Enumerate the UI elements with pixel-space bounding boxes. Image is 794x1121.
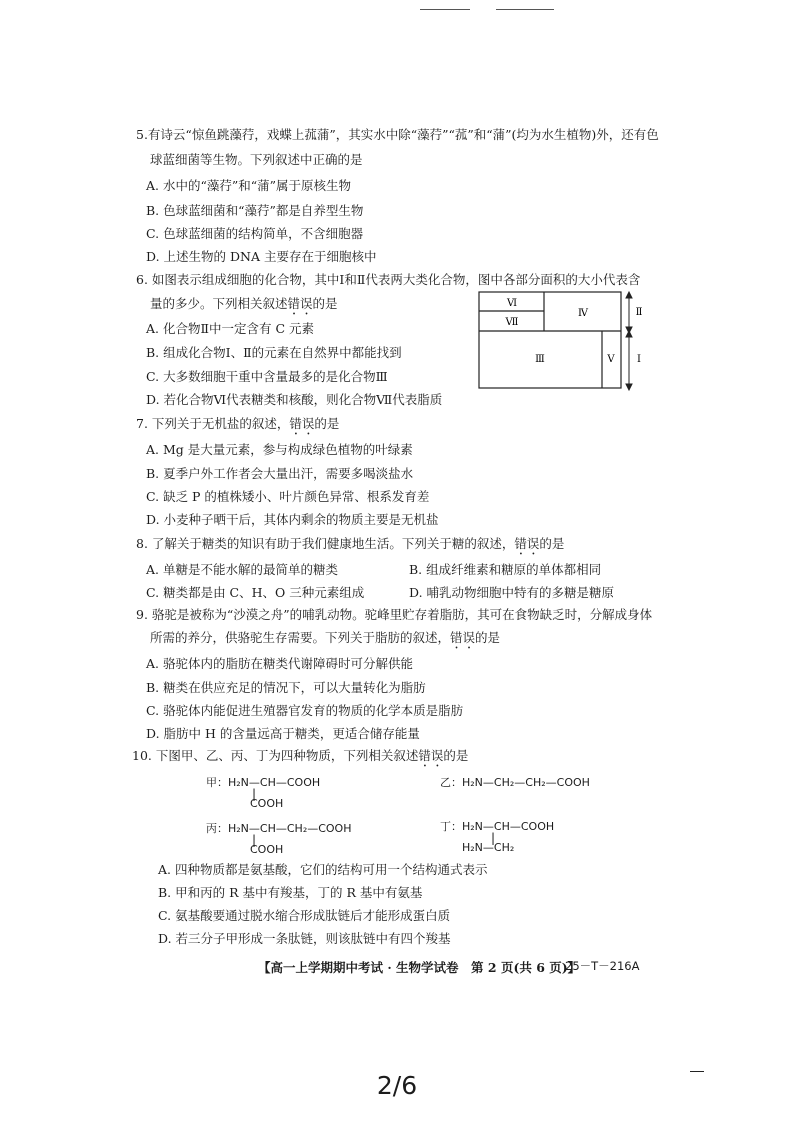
label-i: Ⅰ: [637, 354, 641, 365]
q6-option-b: B. 组成化合物Ⅰ、Ⅱ的元素在自然界中都能找到: [146, 345, 402, 360]
q5-stem-line2: 球蓝细菌等生物。下列叙述中正确的是: [150, 152, 363, 167]
q8-option-c: C. 糖类都是由 C、H、O 三种元素组成: [146, 585, 365, 600]
q6-stem-line1: 6. 如图表示组成细胞的化合物，其中Ⅰ和Ⅱ代表两大类化合物，图中各部分面积的大小代表含: [136, 272, 641, 287]
chem-jia-sub: COOH: [250, 797, 284, 810]
emphasis-word: 错误: [450, 630, 476, 645]
q6-option-a: A. 化合物Ⅱ中一定含有 C 元素: [146, 321, 314, 336]
q6-option-c: C. 大多数细胞干重中含量最多的是化合物Ⅲ: [146, 369, 388, 384]
q8-option-a: A. 单糖是不能水解的最简单的糖类: [146, 562, 338, 577]
q7-option-a: A. Mg 是大量元素，参与构成绿色植物的叶绿素: [146, 442, 413, 457]
q10-option-b: B. 甲和丙的 R 基中有羧基，丁的 R 基中有氨基: [158, 885, 423, 900]
region-outer: [479, 292, 621, 388]
q9-option-b: B. 糖类在供应充足的情况下，可以大量转化为脂肪: [146, 680, 426, 695]
paper-code: 25－T－216A: [565, 959, 640, 973]
page-number: 2/6: [376, 1071, 418, 1100]
q10-option-d: D. 若三分子甲形成一条肽链，则该肽链中有四个羧基: [158, 931, 451, 946]
emphasis-word: 错误: [287, 296, 313, 311]
q7-option-b: B. 夏季户外工作者会大量出汗，需要多喝淡盐水: [146, 466, 414, 481]
chem-yi: 乙：H₂N—CH₂—CH₂—COOH: [440, 776, 590, 789]
compound-area-diagram: [476, 289, 646, 393]
label-v: Ⅴ: [607, 354, 615, 365]
q7-option-d: D. 小麦种子晒干后，其体内剩余的物质主要是无机盐: [146, 512, 439, 527]
q6-option-d: D. 若化合物Ⅵ代表糖类和核酸，则化合物Ⅶ代表脂质: [146, 392, 443, 407]
chem-bing-sub: COOH: [250, 843, 284, 856]
q5-option-c: C. 色球蓝细菌的结构简单，不含细胞器: [146, 226, 364, 241]
q10-option-c: C. 氨基酸要通过脱水缩合形成肽链后才能形成蛋白质: [158, 908, 451, 923]
bond-line: |: [252, 833, 257, 847]
q10-option-a: A. 四种物质都是氨基酸，它们的结构可用一个结构通式表示: [158, 862, 488, 877]
q8-option-b: B. 组成纤维素和糖原的单体都相同: [409, 562, 602, 577]
q9-stem-line2: 所需的养分，供骆驼生存需要。下列关于脂肪的叙述，错误的是: [150, 630, 501, 645]
q8-stem: 8. 了解关于糖类的知识有助于我们健康地生活。下列关于糖的叙述，错误的是: [136, 536, 565, 551]
chem-bing: 丙：H₂N—CH—CH₂—COOH: [206, 822, 352, 835]
emphasis-word: 错误: [418, 748, 444, 763]
q5-stem-line1: 5.有诗云“惊鱼跳藻荇，戏蝶上菰蒲”，其实水中除“藻荇”“菰”和“蒲”(均为水生植物)外，还有色: [136, 127, 659, 142]
label-iii: Ⅲ: [535, 354, 545, 365]
q5-option-b: B. 色球蓝细菌和“藻荇”都是自养型生物: [146, 203, 364, 218]
chem-jia: 甲：H₂N—CH—COOH: [206, 776, 321, 789]
q7-option-c: C. 缺乏 P 的植株矮小、叶片颜色异常、根系发育差: [146, 489, 430, 504]
bond-line: |: [491, 831, 496, 845]
q9-stem-line1: 9. 骆驼是被称为“沙漠之舟”的哺乳动物。驼峰里贮存着脂肪，其可在食物缺乏时，分解成身体: [136, 607, 653, 622]
q5-option-a: A. 水中的“藻荇”和“蒲”属于原核生物: [146, 178, 352, 193]
label-vii: Ⅶ: [505, 317, 519, 328]
scan-mark: [496, 9, 554, 10]
bond-line: |: [252, 787, 257, 801]
label-vi: Ⅵ: [506, 298, 518, 309]
scan-mark: [420, 9, 470, 10]
q7-stem: 7. 下列关于无机盐的叙述，错误的是: [136, 416, 340, 431]
emphasis-word: 错误: [289, 416, 315, 431]
emphasis-word: 错误: [514, 536, 540, 551]
page-footer-title: 【高一上学期期中考试 · 生物学试卷 第 2 页(共 6 页)】: [258, 960, 581, 975]
label-iv: Ⅳ: [578, 308, 588, 319]
q10-stem: 10. 下图甲、乙、丙、丁为四种物质，下列相关叙述错误的是: [132, 748, 469, 763]
label-ii: Ⅱ: [635, 307, 643, 318]
q9-option-d: D. 脂肪中 H 的含量远高于糖类，更适合储存能量: [146, 726, 420, 741]
q9-option-a: A. 骆驼体内的脂肪在糖类代谢障碍时可分解供能: [146, 656, 413, 671]
q6-stem-line2: 量的多少。下列相关叙述错误的是: [150, 296, 338, 311]
chem-ding: 丁：H₂N—CH—COOH: [440, 820, 555, 833]
q9-option-c: C. 骆驼体内能促进生殖器官发育的物质的化学本质是脂肪: [146, 703, 464, 718]
q8-option-d: D. 哺乳动物细胞中特有的多糖是糖原: [409, 585, 615, 600]
chem-ding-sub: H₂N—CH₂: [462, 841, 515, 854]
q5-option-d: D. 上述生物的 DNA 主要存在于细胞核中: [146, 249, 377, 264]
